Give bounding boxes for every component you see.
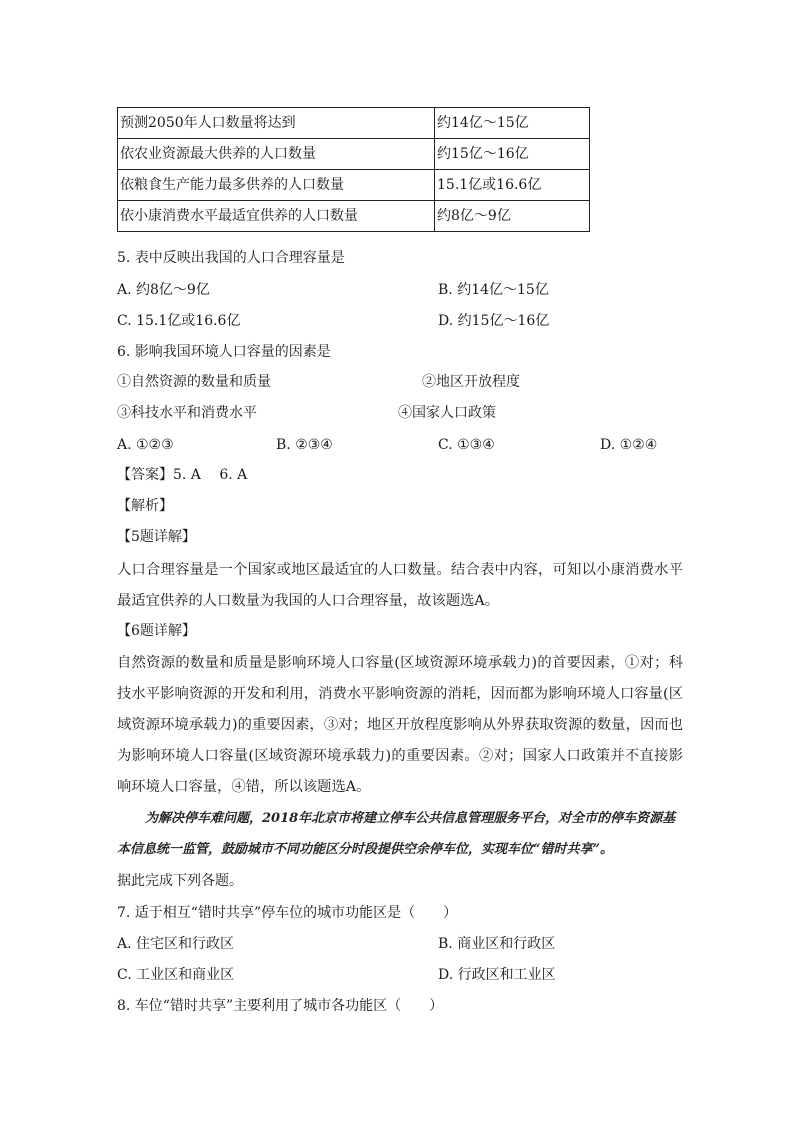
question-7-stem: 7. 适于相互“错时共享”停车位的城市功能区是（ ）	[117, 905, 458, 921]
question-5-option-a: A. 约8亿～9亿	[117, 282, 210, 298]
question-6-option-b: B. ②③④	[276, 437, 333, 453]
table-cell-label: 预测2050年人口数量将达到	[118, 108, 435, 139]
analysis-tag: 【解析】	[117, 498, 173, 514]
detail-6-tag: 【6题详解】	[117, 623, 196, 639]
question-6-item-1: ①自然资源的数量和质量	[117, 374, 271, 390]
question-6-option-d: D. ①②④	[600, 437, 658, 453]
table-cell-label: 依粮食生产能力最多供养的人口数量	[118, 170, 435, 201]
answer-tag: 【答案】	[117, 467, 173, 483]
question-7-option-a: A. 住宅区和行政区	[117, 936, 235, 952]
question-6-stem: 6. 影响我国环境人口容量的因素是	[117, 344, 331, 360]
question-5-option-b: B. 约14亿～15亿	[438, 282, 549, 298]
question-6-item-3: ③科技水平和消费水平	[117, 405, 257, 421]
question-6-option-c: C. ①③④	[438, 437, 495, 453]
question-6-item-4: ④国家人口政策	[398, 405, 496, 421]
population-table	[117, 107, 590, 232]
question-7-option-b: B. 商业区和行政区	[438, 936, 556, 952]
table-row	[118, 139, 590, 170]
question-7-option-d: D. 行政区和工业区	[438, 967, 556, 983]
question-5-stem: 5. 表中反映出我国的人口合理容量是	[117, 250, 345, 266]
question-5-option-c: C. 15.1亿或16.6亿	[117, 313, 241, 329]
passage-text: 为解决停车难问题，2018年北京市将建立停车公共信息管理服务平台，对全市的停车资源基本信息统一监管，鼓励城市不同功能区分时段提供空余停车位，实现车位“错时共享”。	[117, 811, 676, 857]
detail-6-text: 自然资源的数量和质量是影响环境人口容量(区域资源环境承载力)的首要因素，①对；科技水平影响资源的开发和利用，消费水平影响资源的消耗，因而都为影响环境人口容量(区域资源环境承载力)的重要因素，③对；地区开放程度影响从外界获取资源的数量，因而也为影响环境人口容量(区域资源环境承载力)的重要因素。②对；国家人口政策并不直接影响环境人口容量，④错，所以该题选A。	[117, 655, 683, 795]
question-8-stem: 8. 车位“错时共享”主要利用了城市各功能区（ ）	[117, 998, 444, 1014]
table-row	[118, 201, 590, 232]
table-cell-value: 约14亿～15亿	[435, 108, 590, 139]
answer-line	[117, 465, 247, 485]
question-6-option-a: A. ①②③	[117, 437, 174, 453]
question-6-item-2: ②地区开放程度	[422, 374, 520, 390]
table-cell-value: 约8亿～9亿	[435, 201, 590, 232]
table-cell-label: 依小康消费水平最适宜供养的人口数量	[118, 201, 435, 232]
answer-text: 5. A 6. A	[173, 467, 248, 483]
detail-5-text: 人口合理容量是一个国家或地区最适宜的人口数量。结合表中内容，可知以小康消费水平最适宜供养的人口数量为我国的人口合理容量，故该题选A。	[117, 562, 683, 609]
table-cell-value: 约15亿～16亿	[435, 139, 590, 170]
question-5-option-d: D. 约15亿～16亿	[438, 313, 550, 329]
passage-follow: 据此完成下列各题。	[117, 873, 243, 889]
detail-5-tag: 【5题详解】	[117, 529, 196, 545]
question-7-option-c: C. 工业区和商业区	[117, 967, 235, 983]
table-cell-value: 15.1亿或16.6亿	[435, 170, 590, 201]
table-row	[118, 108, 590, 139]
table-cell-label: 依农业资源最大供养的人口数量	[118, 139, 435, 170]
table-row	[118, 170, 590, 201]
